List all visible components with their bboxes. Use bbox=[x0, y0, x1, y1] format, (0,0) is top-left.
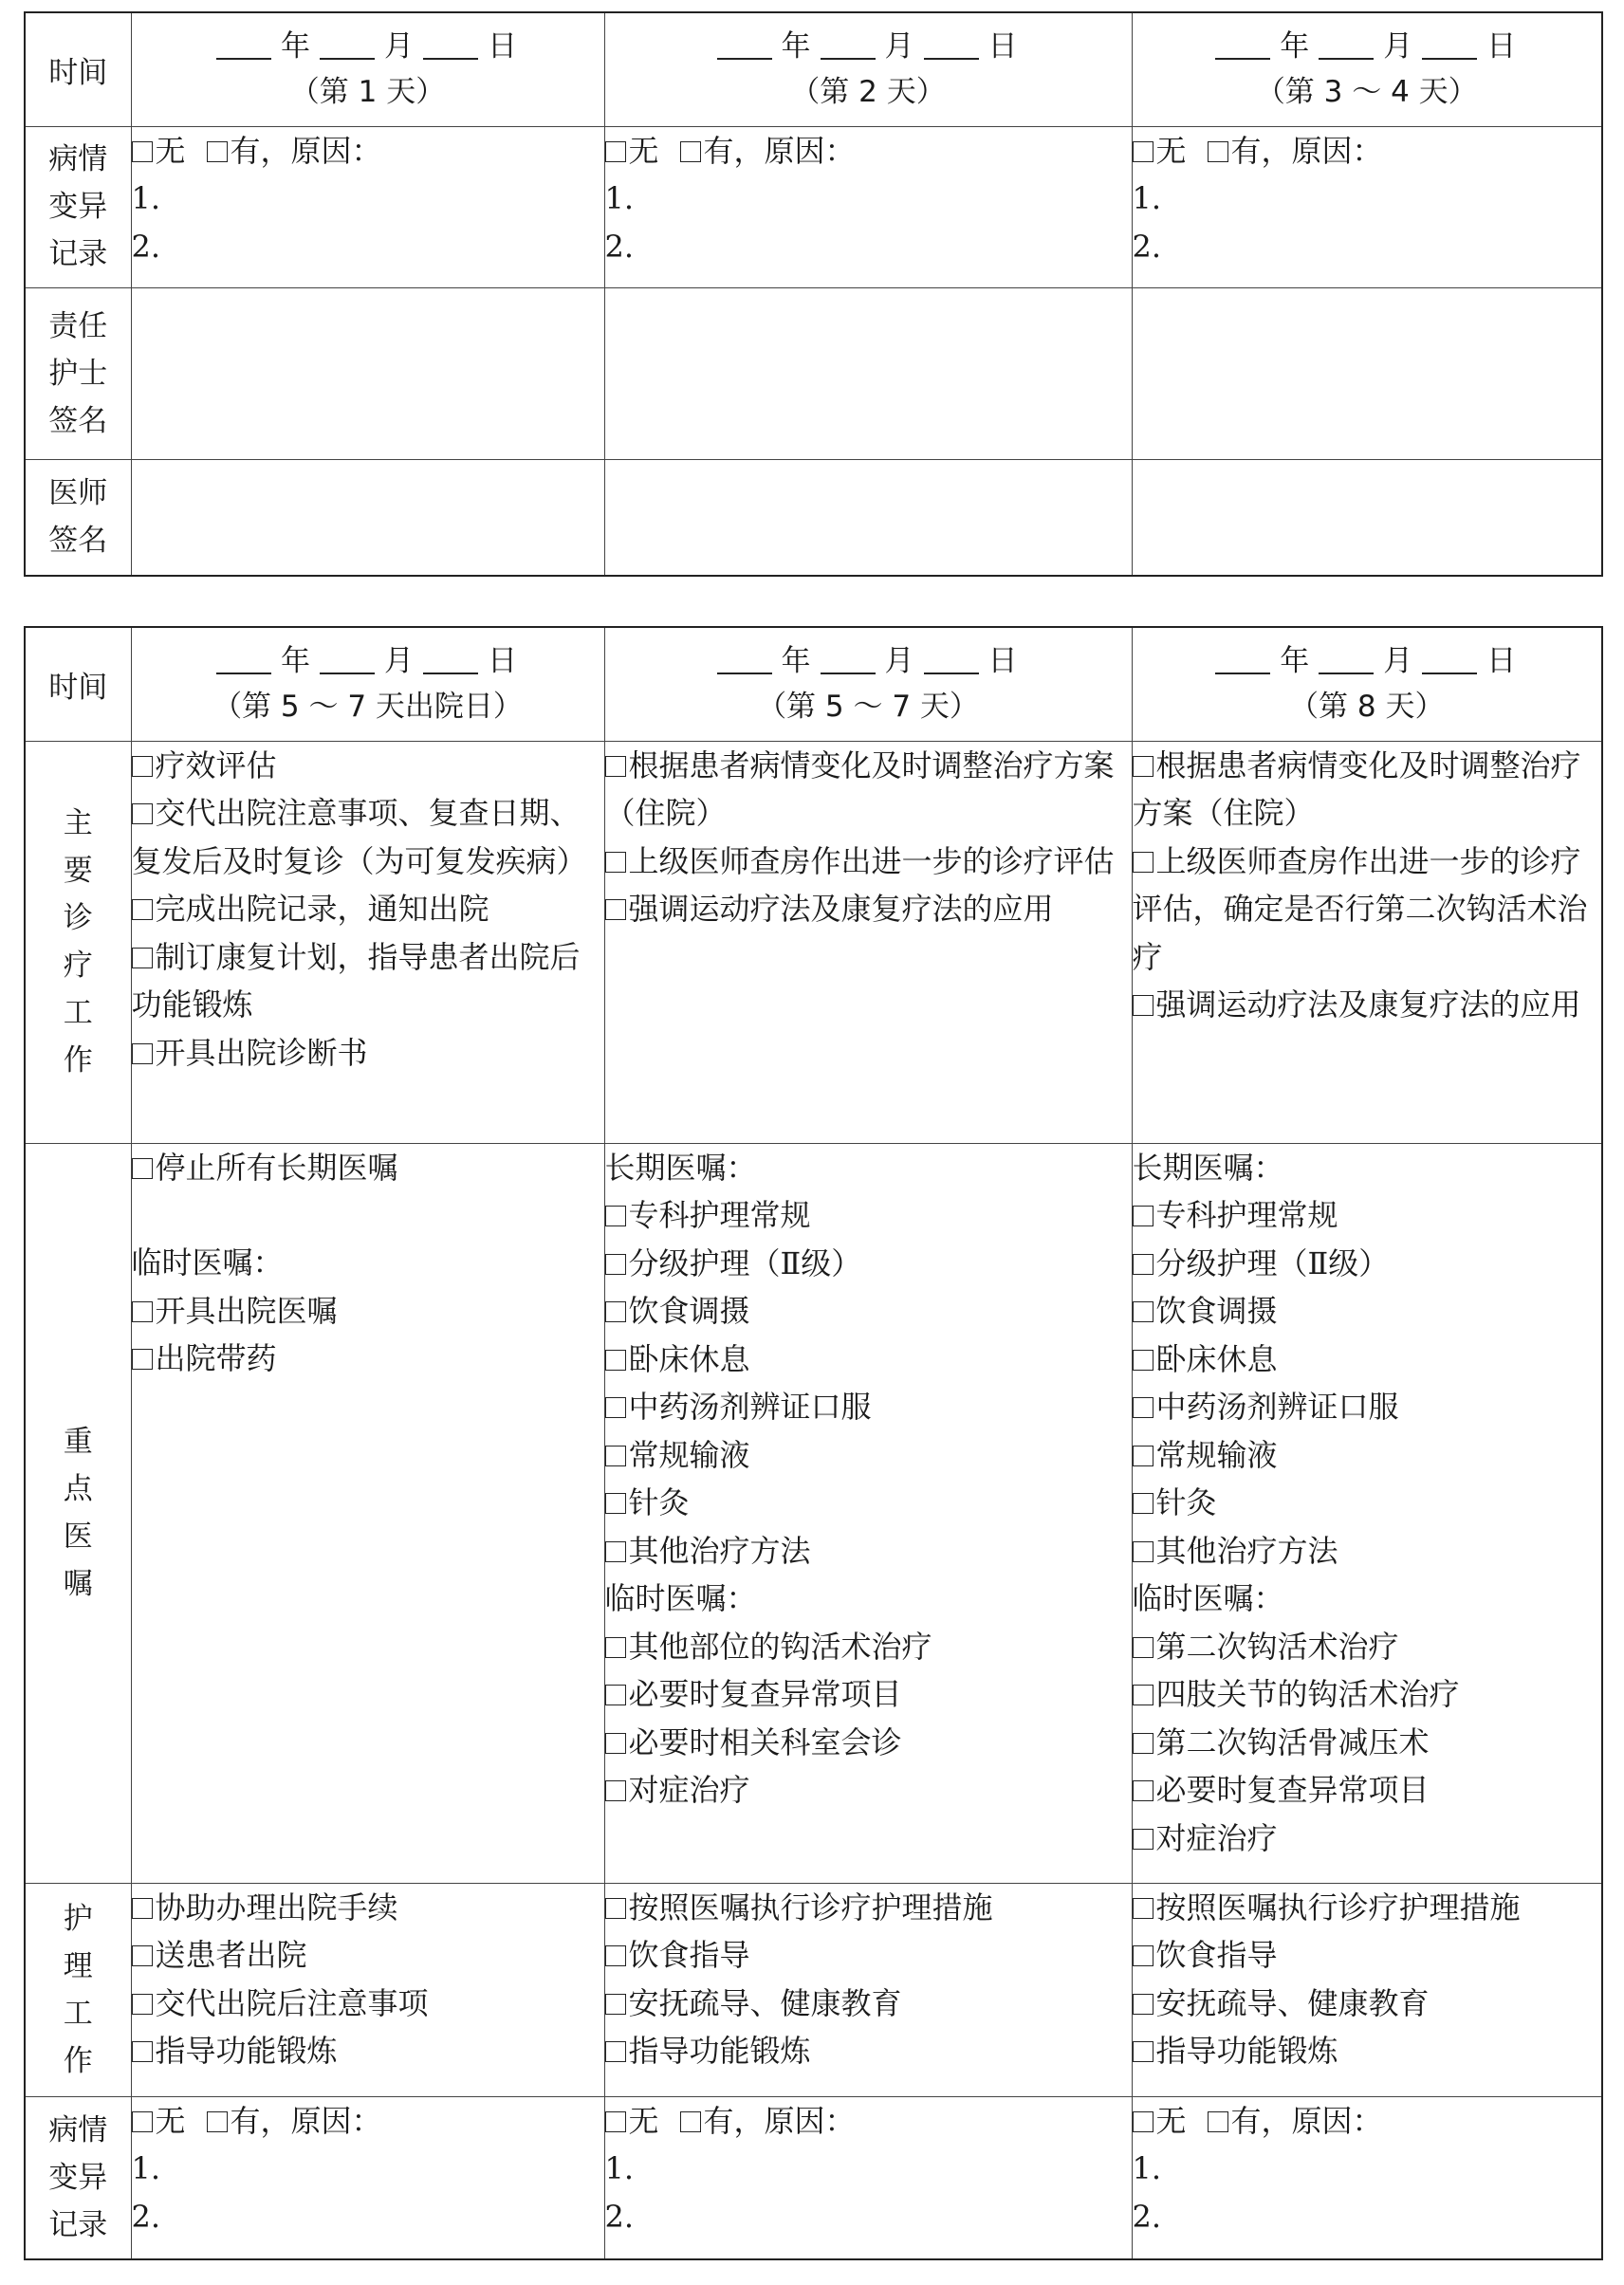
checkbox[interactable] bbox=[132, 2041, 153, 2062]
nursing-cell-day-8: 按照医嘱执行诊疗护理措施 饮食指导 安抚疏导、健康教育 指导功能锻炼 bbox=[1132, 1883, 1602, 2096]
checkbox[interactable] bbox=[605, 1994, 626, 2015]
checkbox[interactable] bbox=[605, 1541, 626, 1562]
month-blank[interactable] bbox=[320, 29, 375, 60]
year-blank[interactable] bbox=[216, 29, 271, 60]
checkbox[interactable] bbox=[132, 1898, 153, 1919]
year-blank[interactable] bbox=[216, 644, 271, 674]
checkbox[interactable] bbox=[1133, 1493, 1153, 1514]
checkbox[interactable] bbox=[132, 141, 153, 162]
doctor-sign-field[interactable] bbox=[131, 459, 604, 576]
day-label: （第 2 天） bbox=[790, 75, 946, 110]
day-blank[interactable] bbox=[1422, 644, 1477, 674]
day-blank[interactable] bbox=[924, 644, 979, 674]
checkbox[interactable] bbox=[132, 1945, 153, 1966]
variance-cell: 无 有，原因： 1. 2. bbox=[131, 126, 604, 287]
checkbox[interactable] bbox=[605, 141, 626, 162]
date-header-day-5-7: 年 月 日 （第 5 ～ 7 天） bbox=[604, 627, 1132, 741]
variance-cell: 无 有，原因： 1. 2. bbox=[1132, 126, 1602, 287]
checkbox[interactable] bbox=[132, 2111, 153, 2132]
checkbox[interactable] bbox=[605, 1780, 626, 1801]
checkbox[interactable] bbox=[605, 1301, 626, 1322]
orders-cell-day-8: 长期医嘱： 专科护理常规 分级护理（Ⅱ级） 饮食调摄 卧床休息 中药汤剂辨证口服 常规输液 针灸 其他治疗方法 临时医嘱： 第二次钩活术治疗 四肢关节的钩活术治疗 第二次钩活骨减压术 必要时复查异常项目 对症治疗 bbox=[1132, 1143, 1602, 1883]
diagnosis-cell-discharge: 疗效评估 交代出院注意事项、复查日期、复发后及时复诊（为可复发疾病） 完成出院记录，通知出院 制订康复计划，指导患者出院后功能锻炼 开具出院诊断书 bbox=[131, 741, 604, 1143]
nursing-row bbox=[25, 1883, 1602, 2096]
pathway-table-days-1-4 bbox=[24, 11, 1603, 577]
nurse-sign-field[interactable] bbox=[131, 287, 604, 459]
checkbox[interactable] bbox=[605, 1685, 626, 1705]
variance-cell: 无 有，原因： 1. 2. bbox=[604, 2096, 1132, 2259]
checkbox[interactable] bbox=[605, 1206, 626, 1226]
orders-cell-day-5-7: 长期医嘱： 专科护理常规 分级护理（Ⅱ级） 饮食调摄 卧床休息 中药汤剂辨证口服 常规输液 针灸 其他治疗方法 临时医嘱： 其他部位的钩活术治疗 必要时复查异常项目 必要时相关科室会诊 对症治疗 bbox=[604, 1143, 1132, 1883]
checkbox[interactable] bbox=[132, 1158, 153, 1179]
checkbox[interactable] bbox=[1133, 1206, 1153, 1226]
checkbox[interactable] bbox=[207, 141, 228, 162]
day-label: （第 5 ～ 7 天出院日） bbox=[212, 690, 523, 725]
checkbox[interactable] bbox=[1133, 1350, 1153, 1371]
day-blank[interactable] bbox=[1422, 29, 1477, 60]
time-label: 时间 bbox=[25, 627, 131, 741]
orders-label: 重 点 医 嘱 bbox=[25, 1143, 131, 1883]
checkbox[interactable] bbox=[1133, 1898, 1153, 1919]
checkbox[interactable] bbox=[605, 2041, 626, 2062]
diagnosis-cell-day-8: 根据患者病情变化及时调整治疗方案（住院） 上级医师查房作出进一步的诊疗评估，确定是否行第二次钩活术治疗 强调运动疗法及康复疗法的应用 bbox=[1132, 741, 1602, 1143]
day-blank[interactable] bbox=[423, 29, 478, 60]
variance-row bbox=[25, 2096, 1602, 2259]
month-blank[interactable] bbox=[1319, 644, 1374, 674]
checkbox[interactable] bbox=[1133, 1829, 1153, 1850]
checkbox[interactable] bbox=[1133, 141, 1153, 162]
checkbox[interactable] bbox=[1133, 1994, 1153, 2015]
checkbox[interactable] bbox=[1133, 1685, 1153, 1705]
date-header-discharge: 年 月 日 （第 5 ～ 7 天出院日） bbox=[131, 627, 604, 741]
doctor-sign-label: 医师 签名 bbox=[25, 459, 131, 576]
nurse-sign-field[interactable] bbox=[604, 287, 1132, 459]
checkbox[interactable] bbox=[1133, 2041, 1153, 2062]
day-blank[interactable] bbox=[423, 644, 478, 674]
checkbox[interactable] bbox=[132, 803, 153, 824]
checkbox[interactable] bbox=[132, 756, 153, 777]
day-label: （第 3 ～ 4 天） bbox=[1255, 75, 1478, 110]
checkbox[interactable] bbox=[605, 899, 626, 920]
checkbox[interactable] bbox=[680, 141, 701, 162]
checkbox[interactable] bbox=[605, 2111, 626, 2132]
pathway-table-days-5-8 bbox=[24, 626, 1603, 2260]
checkbox[interactable] bbox=[1133, 1945, 1153, 1966]
checkbox[interactable] bbox=[207, 2111, 228, 2132]
date-header-day-1: 年 月 日 （第 1 天） bbox=[131, 12, 604, 126]
date-header-day-3-4: 年 月 日 （第 3 ～ 4 天） bbox=[1132, 12, 1602, 126]
checkbox[interactable] bbox=[1133, 1733, 1153, 1754]
time-label: 时间 bbox=[25, 12, 131, 126]
nursing-cell-discharge: 协助办理出院手续 送患者出院 交代出院后注意事项 指导功能锻炼 bbox=[131, 1883, 604, 2096]
month-blank[interactable] bbox=[821, 644, 876, 674]
checkbox[interactable] bbox=[605, 1898, 626, 1919]
variance-cell: 无 有，原因： 1. 2. bbox=[604, 126, 1132, 287]
checkbox[interactable] bbox=[1133, 2111, 1153, 2132]
orders-row bbox=[25, 1143, 1602, 1883]
checkbox[interactable] bbox=[605, 1446, 626, 1466]
checkbox[interactable] bbox=[132, 899, 153, 920]
date-header-day-8: 年 月 日 （第 8 天） bbox=[1132, 627, 1602, 741]
variance-cell: 无 有，原因： 1. 2. bbox=[131, 2096, 604, 2259]
day-label: （第 1 天） bbox=[289, 75, 446, 110]
checkbox[interactable] bbox=[132, 948, 153, 968]
month-blank[interactable] bbox=[1319, 29, 1374, 60]
checkbox[interactable] bbox=[1133, 756, 1153, 777]
day-blank[interactable] bbox=[924, 29, 979, 60]
diagnosis-cell-day-5-7: 根据患者病情变化及时调整治疗方案（住院） 上级医师查房作出进一步的诊疗评估 强调运动疗法及康复疗法的应用 bbox=[604, 741, 1132, 1143]
diagnosis-label: 主 要 诊 疗 工 作 bbox=[25, 741, 131, 1143]
checkbox[interactable] bbox=[605, 1350, 626, 1371]
year-blank[interactable] bbox=[717, 29, 772, 60]
doctor-sign-field[interactable] bbox=[1132, 459, 1602, 576]
doctor-sign-field[interactable] bbox=[604, 459, 1132, 576]
checkbox[interactable] bbox=[1133, 852, 1153, 873]
checkbox[interactable] bbox=[1133, 1446, 1153, 1466]
nurse-sign-field[interactable] bbox=[1132, 287, 1602, 459]
time-row bbox=[25, 627, 1602, 741]
variance-label: 病情 变异 记录 bbox=[25, 2096, 131, 2259]
checkbox[interactable] bbox=[132, 1349, 153, 1370]
checkbox[interactable] bbox=[1133, 1780, 1153, 1801]
date-header-day-2: 年 月 日 （第 2 天） bbox=[604, 12, 1132, 126]
nurse-sign-row bbox=[25, 287, 1602, 459]
checkbox[interactable] bbox=[680, 2111, 701, 2132]
checkbox[interactable] bbox=[1133, 1397, 1153, 1418]
checkbox[interactable] bbox=[605, 1254, 626, 1275]
nurse-sign-label: 责任 护士 签名 bbox=[25, 287, 131, 459]
checkbox[interactable] bbox=[1133, 1254, 1153, 1275]
nursing-label: 护 理 工 作 bbox=[25, 1883, 131, 2096]
variance-row bbox=[25, 126, 1602, 287]
checkbox[interactable] bbox=[1133, 1301, 1153, 1322]
checkbox[interactable] bbox=[1133, 1637, 1153, 1658]
year-blank[interactable] bbox=[1215, 644, 1270, 674]
nursing-cell-day-5-7: 按照医嘱执行诊疗护理措施 饮食指导 安抚疏导、健康教育 指导功能锻炼 bbox=[604, 1883, 1132, 2096]
day-label: （第 5 ～ 7 天） bbox=[757, 690, 979, 725]
checkbox[interactable] bbox=[1133, 995, 1153, 1016]
checkbox[interactable] bbox=[605, 1733, 626, 1754]
variance-cell: 无 有，原因： 1. 2. bbox=[1132, 2096, 1602, 2259]
checkbox[interactable] bbox=[132, 1994, 153, 2015]
time-row bbox=[25, 12, 1602, 126]
doctor-sign-row bbox=[25, 459, 1602, 576]
checkbox[interactable] bbox=[132, 1043, 153, 1064]
month-blank[interactable] bbox=[821, 29, 876, 60]
checkbox[interactable] bbox=[1208, 2111, 1228, 2132]
checkbox[interactable] bbox=[1208, 141, 1228, 162]
diagnosis-row bbox=[25, 741, 1602, 1143]
checkbox[interactable] bbox=[605, 1945, 626, 1966]
month-blank[interactable] bbox=[320, 644, 375, 674]
checkbox[interactable] bbox=[605, 1493, 626, 1514]
checkbox[interactable] bbox=[132, 1301, 153, 1322]
checkbox[interactable] bbox=[605, 852, 626, 873]
day-label: （第 8 天） bbox=[1289, 690, 1445, 725]
checkbox[interactable] bbox=[605, 1397, 626, 1418]
year-blank[interactable] bbox=[717, 644, 772, 674]
checkbox[interactable] bbox=[605, 756, 626, 777]
checkbox[interactable] bbox=[605, 1637, 626, 1658]
checkbox[interactable] bbox=[1133, 1541, 1153, 1562]
year-blank[interactable] bbox=[1215, 29, 1270, 60]
variance-label: 病情 变异 记录 bbox=[25, 126, 131, 287]
orders-cell-discharge: 停止所有长期医嘱 临时医嘱： 开具出院医嘱 出院带药 bbox=[131, 1143, 604, 1883]
